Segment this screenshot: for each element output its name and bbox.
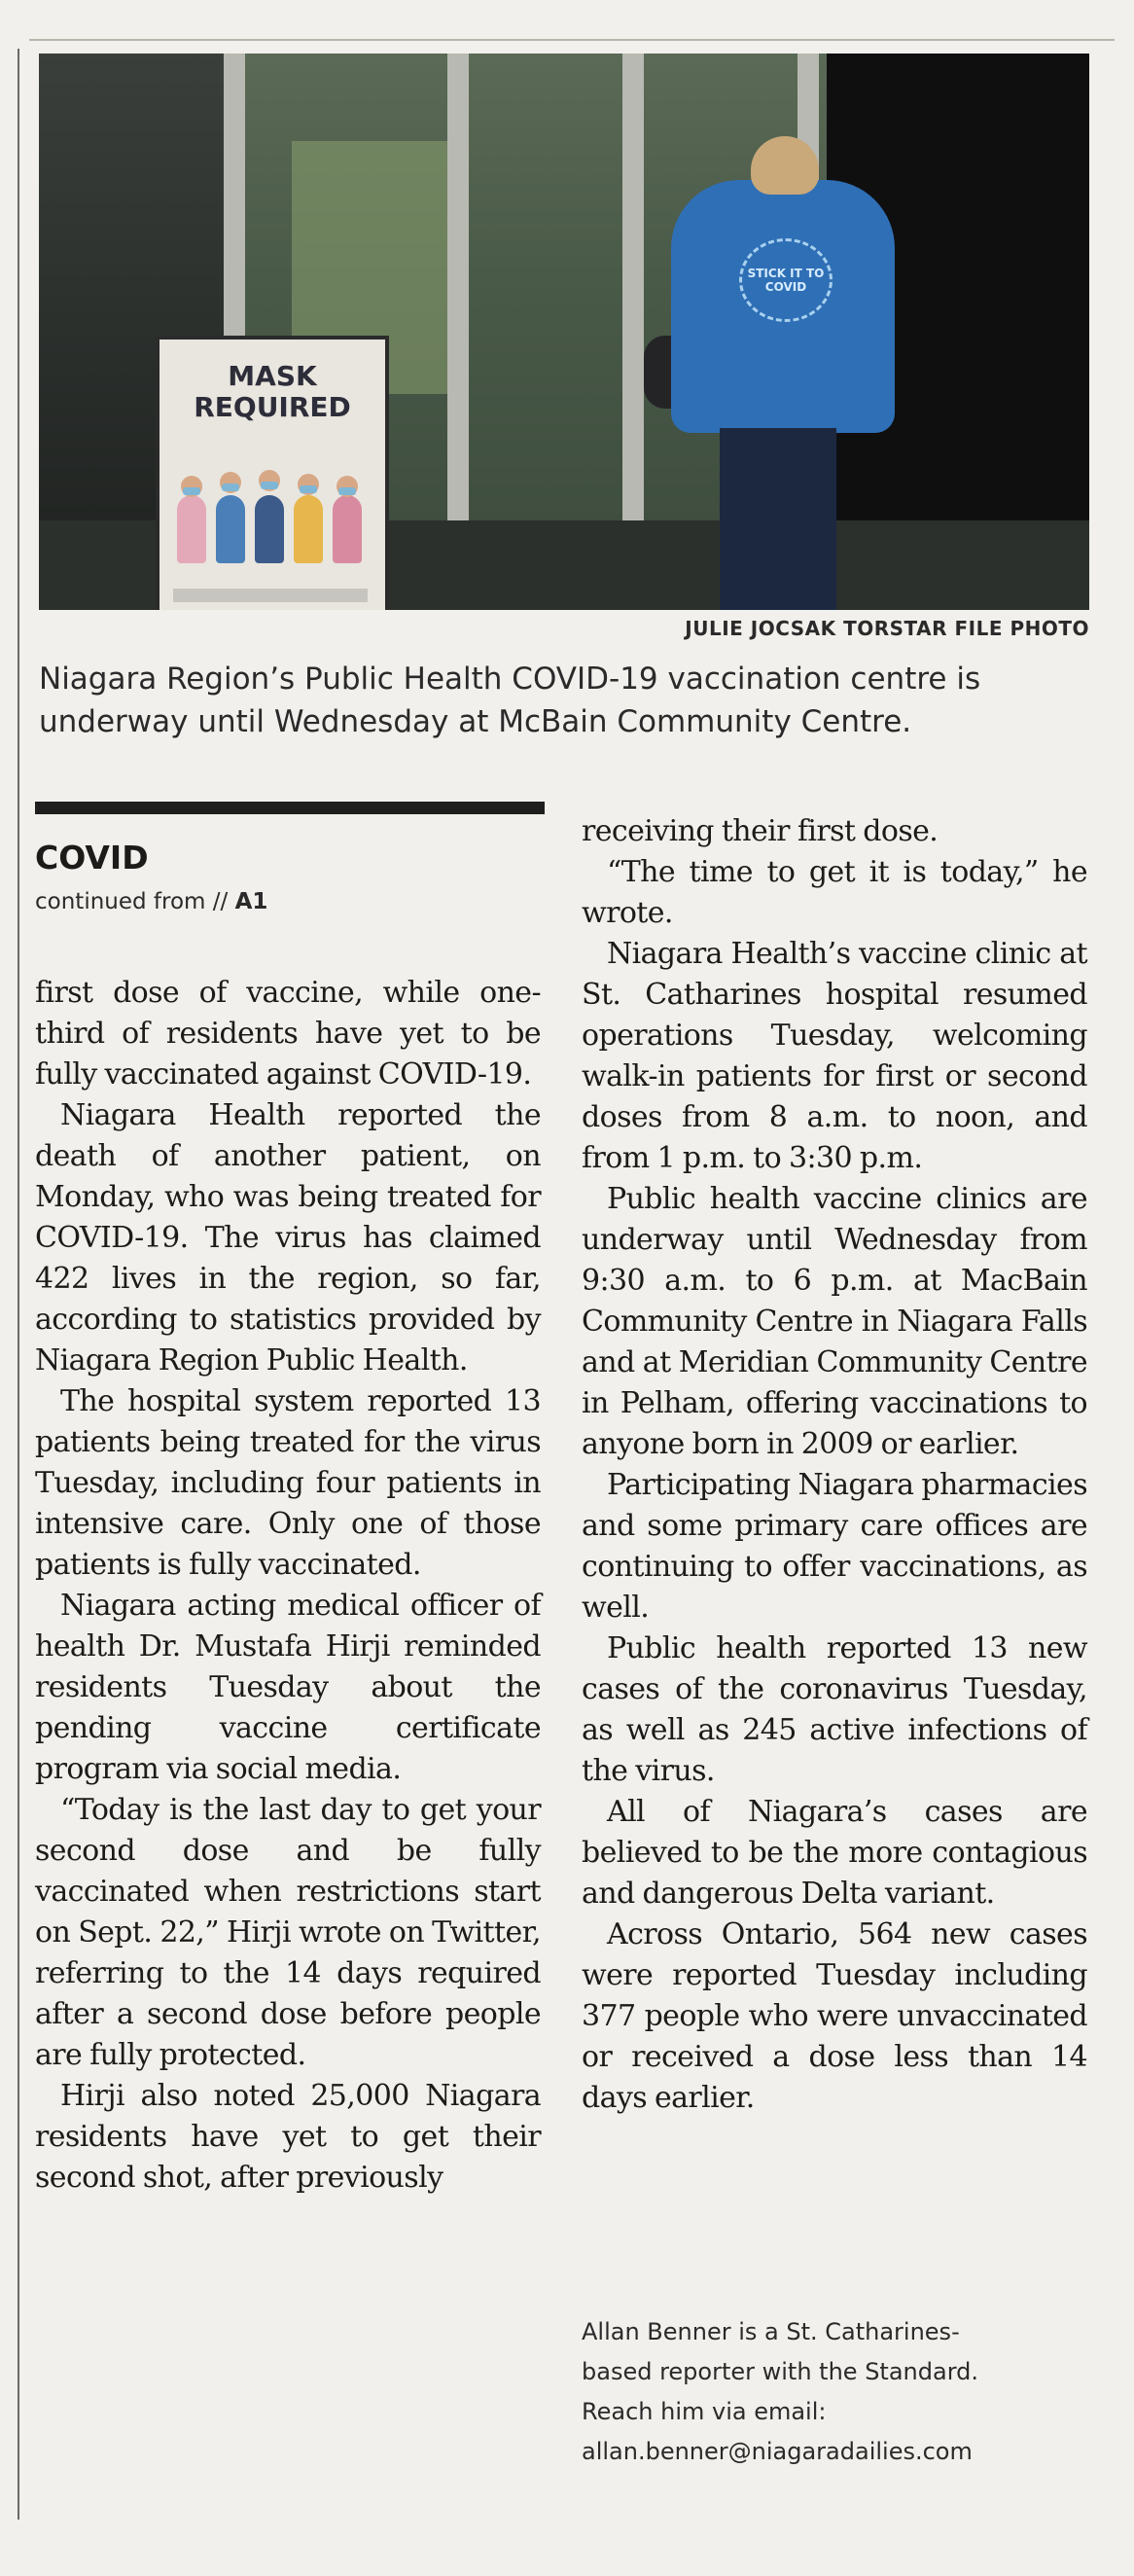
photo-credit: JULIE JOCSAK TORSTAR FILE PHOTO [685,617,1089,640]
jump-line [35,889,267,914]
paragraph: “The time to get it is today,” he wrote. [582,855,1087,930]
paragraph: receiving their first dose. [582,814,939,848]
paragraph: Niagara Health reported the death of another patient, on Monday, who was being treated for COVID-19. The virus has claimed 422 lives in the region, so far, according to statistics provided by Niagara Region Public Health. [35,1098,541,1377]
mask-required-sign [156,336,389,610]
left-column-text [35,973,541,2199]
paragraph: “Today is the last day to get your second dose and be fully vaccinated when restrictions start on Sept. 22,” Hirji wrote on Twitter, referring to the 14 days required after a second dose before people are fully protected. [35,1793,541,2072]
sign-illustration [177,466,372,563]
paragraph: Across Ontario, 564 new cases were reported Tuesday including 377 people who were unvaccinated or received a dose less than 14 days earlier. [582,1917,1087,2115]
left-column-rule [18,49,19,2520]
paragraph: All of Niagara’s cases are believed to be the more contagious and dangerous Delta variant. [582,1795,1087,1911]
paragraph: Participating Niagara pharmacies and some primary care offices are continuing to offer vaccinations, as well. [582,1468,1087,1625]
tagline-line: Allan Benner is a St. Catharines- [582,2318,960,2345]
news-photo [39,54,1089,610]
person-in-blue-shirt [661,136,904,610]
paragraph: first dose of vaccine, while one-third of residents have yet to be fully vaccinated against COVID-19. [35,976,541,1091]
author-email-link[interactable]: allan.benner@niagaradailies.com [582,2438,973,2465]
photo-caption: Niagara Region’s Public Health COVID-19 vaccination centre is underway until Wednesday at McBain Community Centre. [39,662,981,739]
right-column-text [582,811,1087,2119]
top-divider [29,39,1115,41]
jump-page: A1 [234,889,268,914]
story-kicker: COVID [35,839,149,877]
paragraph: Hirji also noted 25,000 Niagara residents have yet to get their second shot, after previously [35,2079,541,2195]
paragraph: Niagara Health’s vaccine clinic at St. Catharines hospital resumed operations Tuesday, welcoming walk-in patients for first or second doses from 8 a.m. to noon, and from 1 p.m. to 3:30 p.m. [582,937,1087,1175]
tagline-line: based reporter with the Standard. [582,2358,979,2385]
shirt-text: STICK IT TO COVID [747,267,825,294]
tagline-line: Reach him via email: [582,2398,827,2425]
section-rule [35,802,545,814]
author-tagline [582,2312,1087,2472]
paragraph: Public health vaccine clinics are underway until Wednesday from 9:30 a.m. to 6 p.m. at MacBain Community Centre in Niagara Falls and at Meridian Community Centre in Pelham, offering vaccinations to anyone born in 2009 or earlier. [582,1182,1087,1461]
jump-prefix: continued from // [35,889,235,914]
sign-text: MASK REQUIRED [194,360,351,423]
paragraph: Public health reported 13 new cases of the coronavirus Tuesday, as well as 245 active infections of the virus. [582,1631,1087,1788]
virus-logo-icon [739,238,833,322]
paragraph: The hospital system reported 13 patients being treated for the virus Tuesday, including four patients in intensive care. Only one of those patients is fully vaccinated. [35,1384,541,1582]
paragraph: Niagara acting medical officer of health Dr. Mustafa Hirji reminded residents Tuesday about the pending vaccine certificate program via social media. [35,1589,541,1786]
